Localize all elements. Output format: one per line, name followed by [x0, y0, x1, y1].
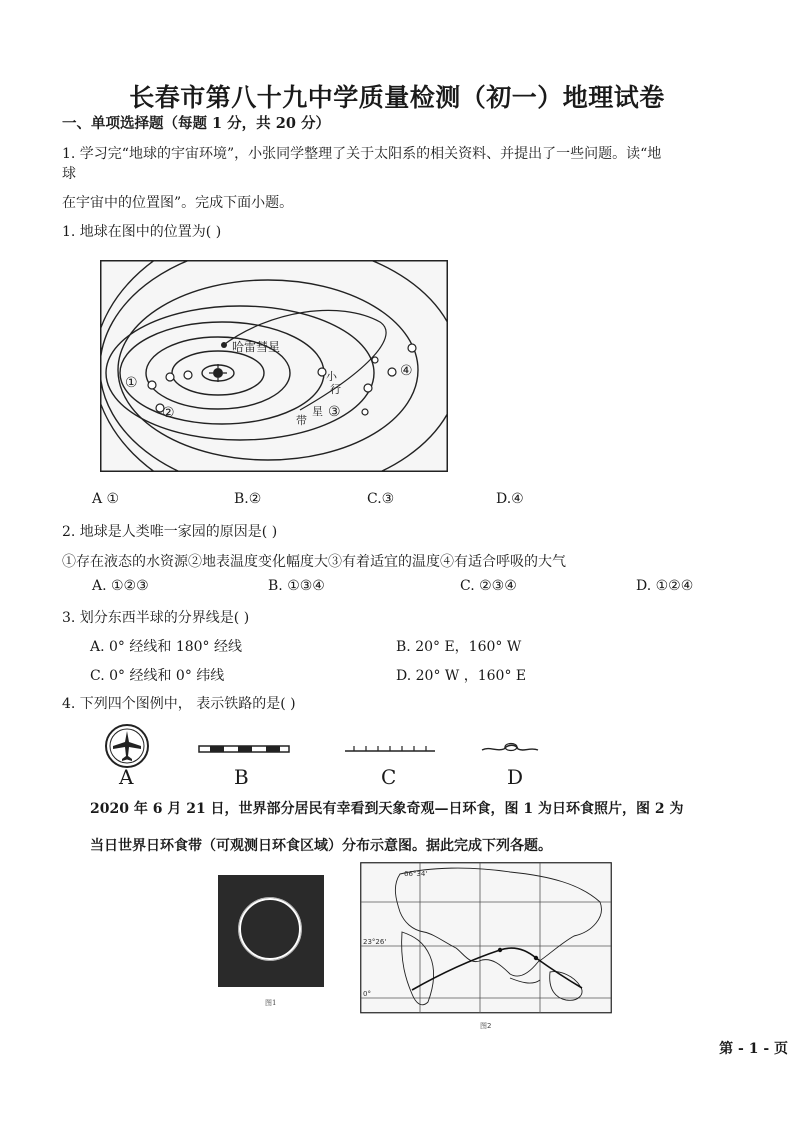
asteroid-label-1: 小: [326, 370, 337, 383]
boundary-line-icon: [344, 742, 436, 754]
latitude-0: 0°: [363, 990, 371, 998]
question-1-stem: 1. 地球在图中的位置为( ): [62, 224, 222, 240]
q2-option-b: B. ①③④: [268, 578, 325, 594]
eclipse-intro-line-2: 当日世界日环食带（可观测日环食区域）分布示意图。据此完成下列各题。: [90, 838, 552, 854]
q2-option-a: A. ①②③: [92, 578, 149, 594]
marker-1: ①: [125, 375, 138, 391]
legend-label-c: C: [381, 765, 397, 789]
q1-option-c: C.③: [367, 491, 395, 507]
q2-option-d: D. ①②④: [636, 578, 694, 594]
q1-option-b: B.②: [234, 491, 262, 507]
q1-option-d: D.④: [496, 491, 524, 507]
marker-4: ④: [400, 363, 413, 379]
river-lake-icon: [480, 740, 540, 756]
q3-option-d: D. 20° W ，160° E: [396, 668, 527, 684]
section-heading: 一、单项选择题（每题 1 分，共 20 分）: [62, 115, 330, 132]
marker-3: ③: [328, 404, 341, 420]
question-4-stem: 4. 下列四个图例中， 表示铁路的是( ): [62, 696, 296, 712]
asteroid-label-3: 星: [312, 405, 323, 418]
question-2-statements: ①存在液态的水资源②地表温度变化幅度大③有着适宜的温度④有适合呼吸的大气: [62, 554, 566, 570]
intro-line-3: 在宇宙中的位置图”。完成下面小题。: [62, 195, 294, 211]
fig1-caption: 图1: [265, 999, 277, 1007]
q3-option-a: A. 0° 经线和 180° 经线: [90, 639, 242, 655]
legend-label-a: A: [119, 765, 134, 789]
intro-line-2: 球: [62, 166, 76, 182]
page-number: 第 - 1 - 页: [719, 1041, 788, 1057]
q2-option-c: C. ②③④: [460, 578, 517, 594]
page-title: 长春市第八十九中学质量检测（初一）地理试卷: [129, 83, 665, 112]
airport-icon: [103, 722, 151, 770]
legend-label-b: B: [234, 765, 249, 789]
latitude-66: 66°34': [404, 870, 428, 878]
eclipse-intro-line-1: 2020 年 6 月 21 日，世界部分居民有幸看到天象奇观—日环食，图 1 为日环食照片，图 2 为: [90, 801, 684, 817]
comet-label: 哈雷彗星: [232, 340, 281, 354]
q3-option-c: C. 0° 经线和 0° 纬线: [90, 668, 225, 684]
q3-option-b: B. 20° E，160° W: [396, 639, 522, 655]
legend-label-d: D: [507, 765, 524, 789]
asteroid-label-4: 带: [296, 414, 307, 427]
intro-line-1: 1. 学习完“地球的宇宙环境”，小张同学整理了关于太阳系的相关资料、并提出了一些问题。读“地: [62, 146, 662, 162]
marker-2: ②: [162, 405, 175, 421]
asteroid-label-2: 行: [330, 383, 341, 396]
q1-option-a: A ①: [92, 491, 120, 507]
eclipse-belt-map: [360, 862, 612, 1032]
latitude-23: 23°26': [363, 938, 387, 946]
question-3-stem: 3. 划分东西半球的分界线是( ): [62, 610, 250, 626]
solar-system-figure: [100, 260, 448, 472]
question-2-stem: 2. 地球是人类唯一家园的原因是( ): [62, 524, 278, 540]
eclipse-photo: [218, 875, 324, 1015]
fig2-caption: 图2: [480, 1022, 492, 1030]
railway-icon: [198, 744, 290, 754]
